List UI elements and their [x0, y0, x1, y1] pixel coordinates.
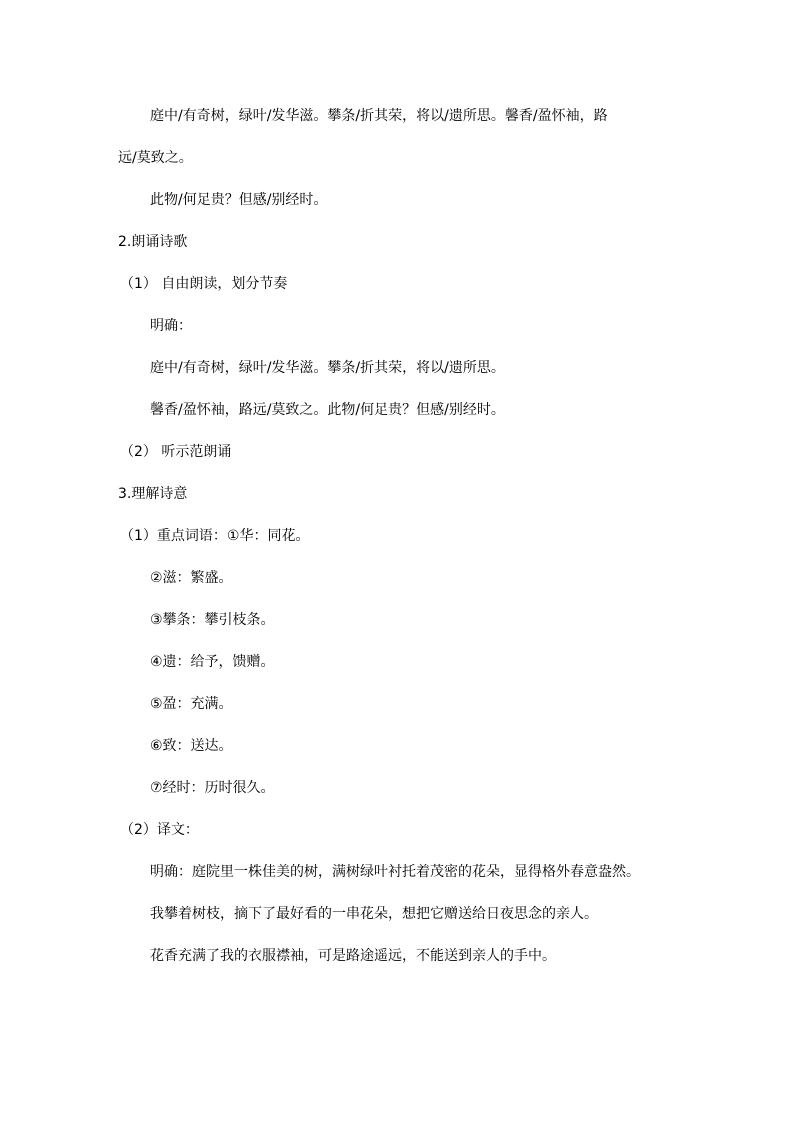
- poem-line: 馨香/盈怀袖，路远/莫致之。此物/何足贵？但感/别经时。: [150, 402, 505, 418]
- clarify-label: 明确：: [150, 318, 192, 334]
- vocab-item: （1）重点词语：①华：同花。: [120, 528, 310, 544]
- vocab-item: ⑤盈：充满。: [150, 696, 233, 712]
- translation-label: （2）译文：: [120, 822, 199, 838]
- poem-line: 远/莫致之。: [118, 150, 193, 166]
- poem-line: 此物/何足贵？但感/别经时。: [150, 192, 328, 208]
- vocab-item: ④遗：给予，馈赠。: [150, 654, 275, 670]
- translation-line: 我攀着树枝，摘下了最好看的一串花朵，想把它赠送给日夜思念的亲人。: [150, 906, 598, 922]
- section-heading: 2.朗诵诗歌: [118, 234, 188, 250]
- list-item: （2） 听示范朗诵: [120, 444, 232, 460]
- poem-line: 庭中/有奇树，绿叶/发华滋。攀条/折其荣，将以/遗所思。: [150, 360, 505, 376]
- section-heading: 3.理解诗意: [118, 486, 188, 502]
- poem-line: 庭中/有奇树，绿叶/发华滋。攀条/折其荣，将以/遗所思。馨香/盈怀袖，路: [150, 108, 608, 124]
- vocab-item: ②滋：繁盛。: [150, 570, 233, 586]
- translation-line: 明确：庭院里一株佳美的树，满树绿叶衬托着茂密的花朵，显得格外春意盎然。: [150, 864, 640, 880]
- translation-line: 花香充满了我的衣服襟袖，可是路途遥远，不能送到亲人的手中。: [150, 948, 556, 964]
- list-item: （1） 自由朗读，划分节奏: [120, 276, 288, 292]
- vocab-item: ⑦经时：历时很久。: [150, 780, 275, 796]
- vocab-item: ③攀条：攀引枝条。: [150, 612, 275, 628]
- vocab-item: ⑥致：送达。: [150, 738, 233, 754]
